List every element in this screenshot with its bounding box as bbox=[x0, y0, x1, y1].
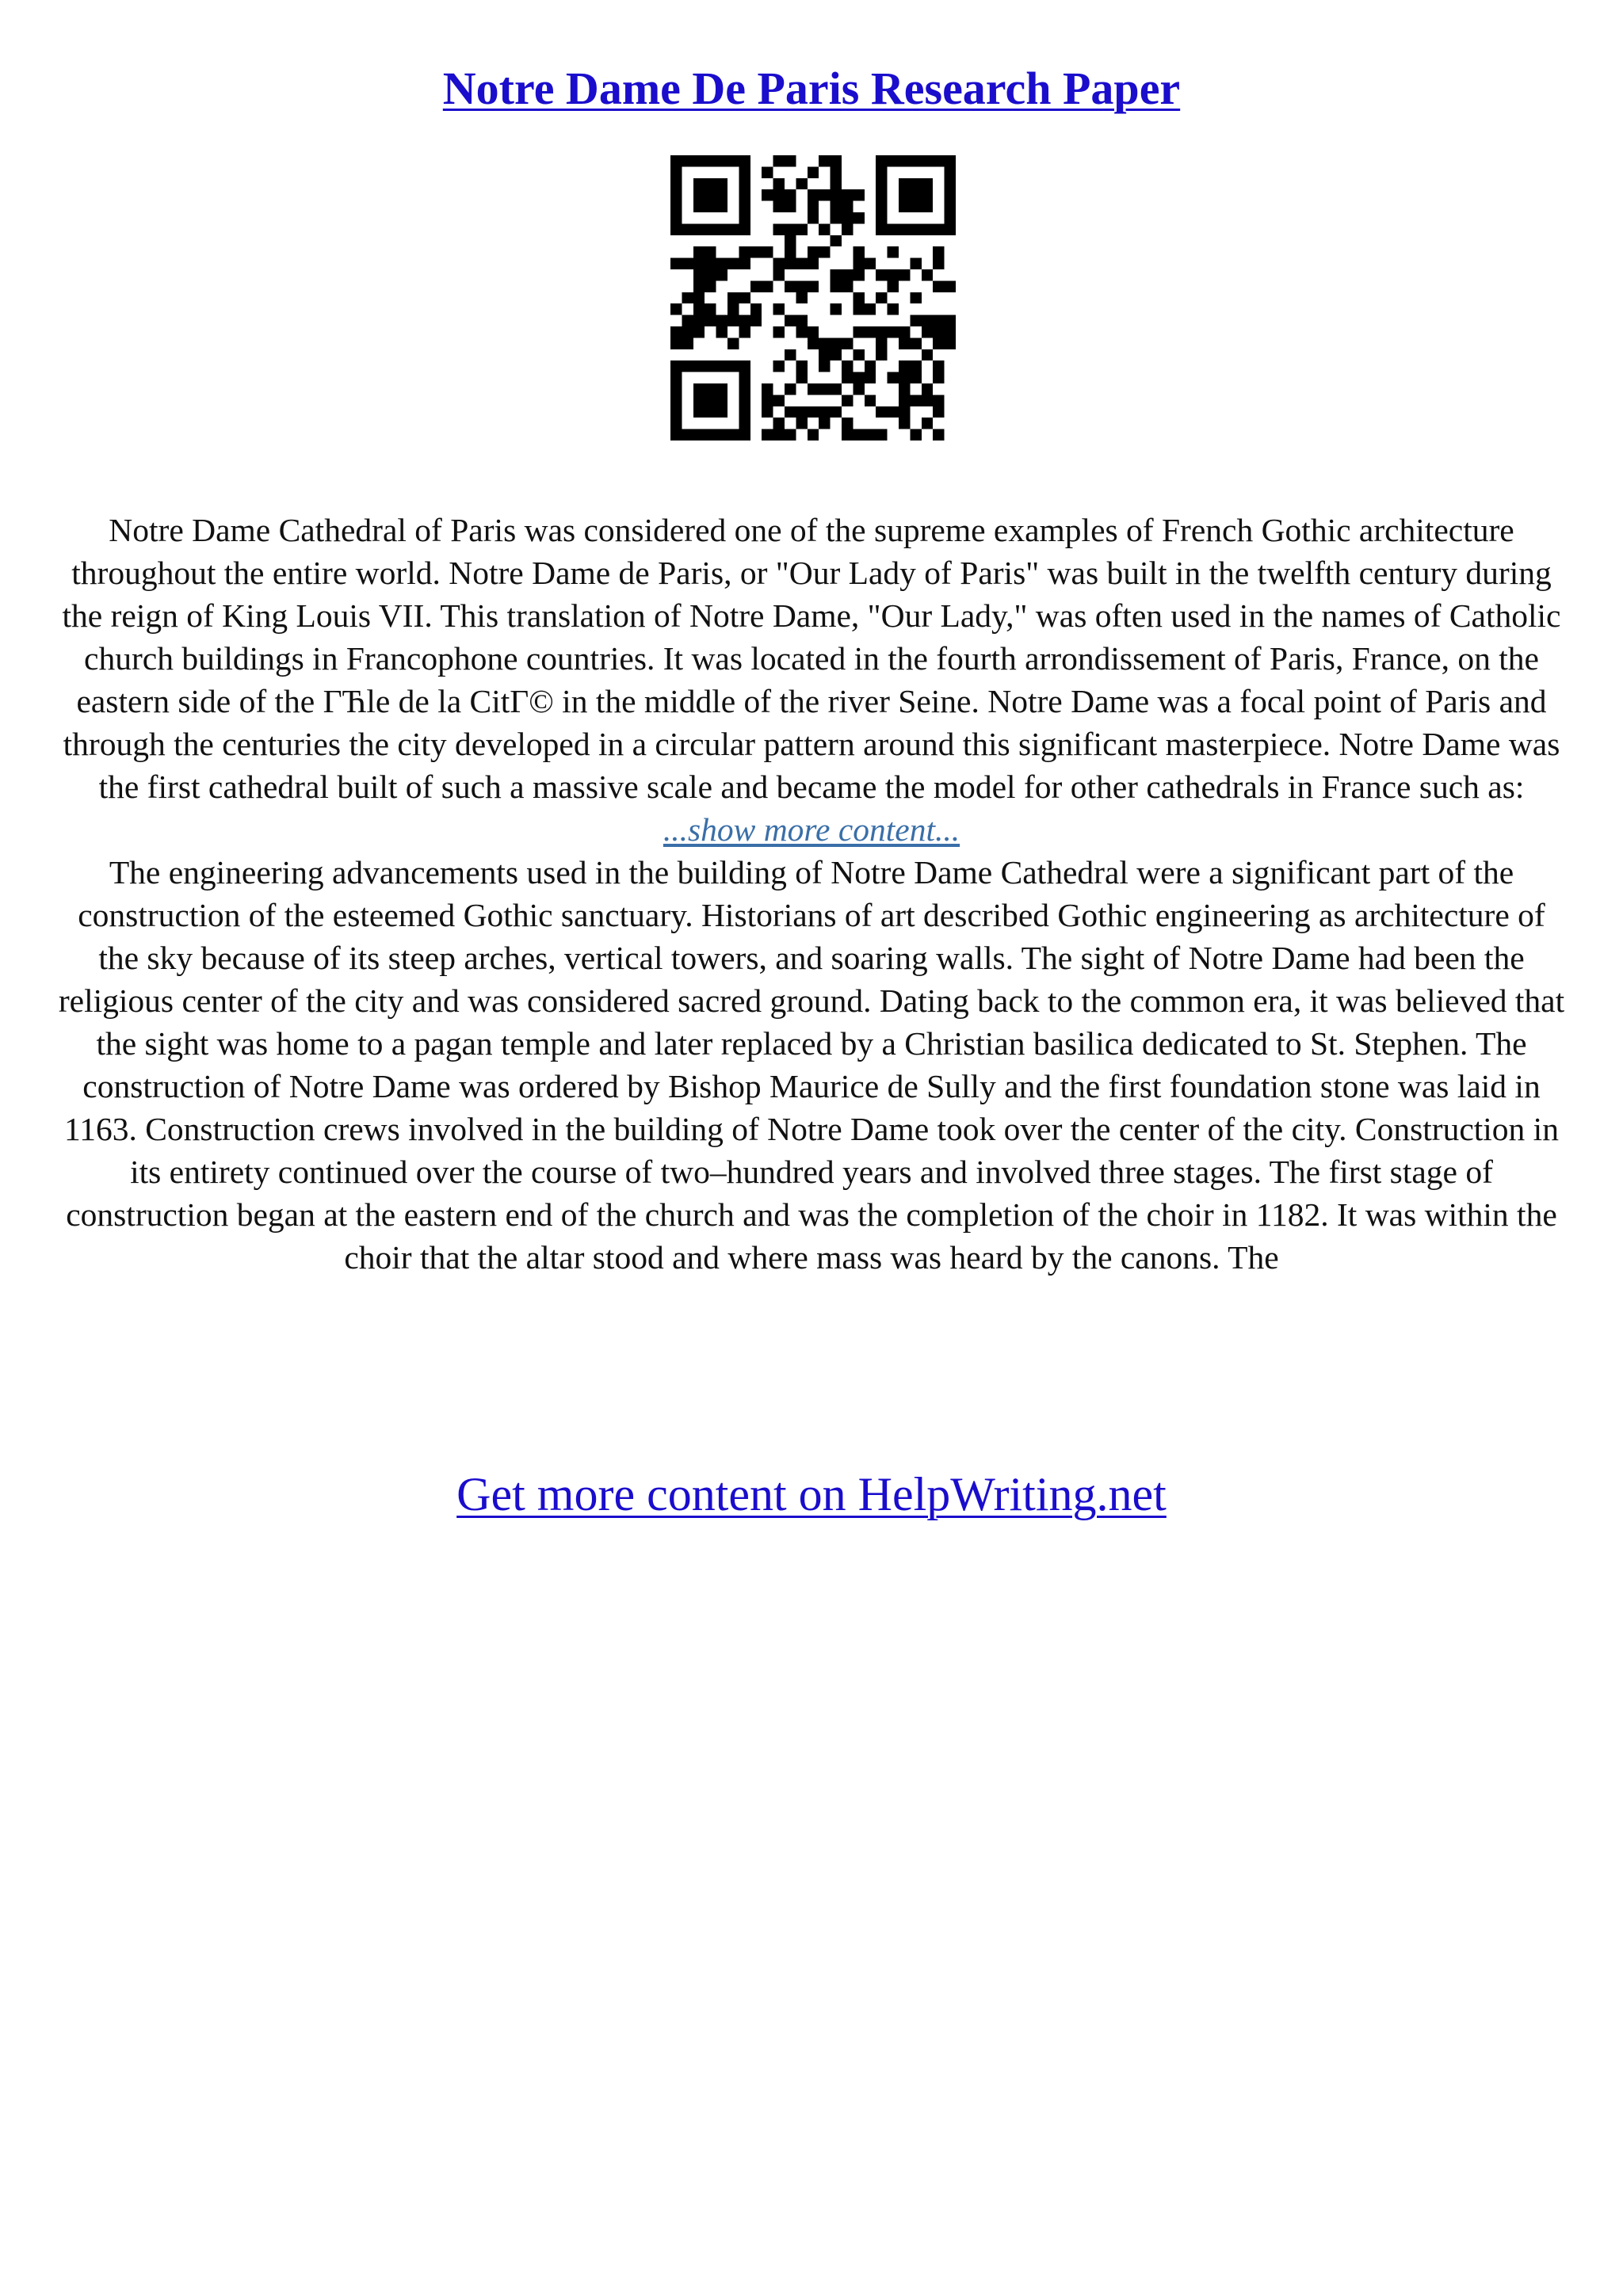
cta-row bbox=[0, 1463, 1623, 1526]
show-more-row bbox=[55, 808, 1568, 851]
paragraph-intro: Notre Dame Cathedral of Paris was considered one of the supreme examples of French Gothic architecture throughout the entire world. Notre Dame de Paris, or "Our Lady of Paris" was built in the twelfth century during the reign of King Louis VII. This translation of Notre Dame, "Our Lady," was often used in the names of Catholic church buildings in Francophone countries. It was located in the fourth arrondissement of Paris, France, on the eastern side of the ГЋle de la CitГ© in the middle of the river Seine. Notre Dame was a focal point of Paris and through the centuries the city developed in a circular pattern around this significant masterpiece. Notre Dame was the first cathedral built of such a massive scale and became the model for other cathedrals in France such as: bbox=[62, 512, 1561, 805]
article-body bbox=[55, 509, 1568, 1279]
show-more-link[interactable]: ...show more content... bbox=[663, 811, 960, 848]
page-title bbox=[0, 57, 1623, 120]
qr-code bbox=[670, 155, 956, 441]
qr-code-icon bbox=[670, 155, 956, 441]
paragraph-engineering: The engineering advancements used in the building of Notre Dame Cathedral were a significant part of the construction of the esteemed Gothic sanctuary. Historians of art described Gothic engineering as architecture of the sky because of its steep arches, vertical towers, and soaring walls. The sight of Notre Dame had been the religious center of the city and was considered sacred ground. Dating back to the common era, it was believed that the sight was home to a pagan temple and later replaced by a Christian basilica dedicated to St. Stephen. The construction of Notre Dame was ordered by Bishop Maurice de Sully and the first foundation stone was laid in 1163. Construction crews involved in the building of Notre Dame took over the center of the city. Construction in its entirety continued over the course of two–hundred years and involved three stages. The first stage of construction began at the eastern end of the church and was the completion of the choir in 1182. It was within the choir that the altar stood and where mass was heard by the canons. The bbox=[58, 854, 1565, 1276]
title-link[interactable]: Notre Dame De Paris Research Paper bbox=[442, 63, 1181, 114]
get-more-content-link[interactable]: Get more content on HelpWriting.net bbox=[456, 1468, 1167, 1520]
